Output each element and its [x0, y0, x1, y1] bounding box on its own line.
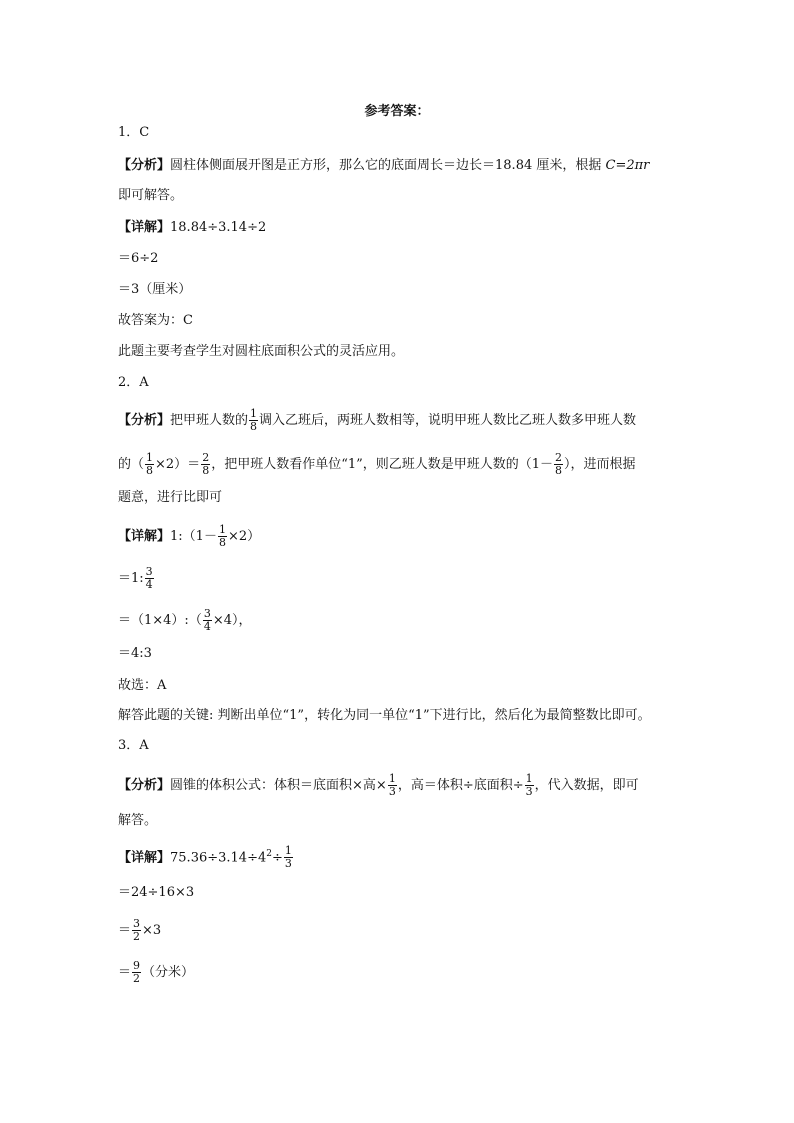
numerator: 2	[555, 451, 563, 464]
text: 调入乙班后，两班人数相等，说明甲班人数比乙班人数多甲班人数	[259, 413, 637, 428]
fraction-1-3	[284, 845, 293, 870]
q1-number: 1．C	[118, 125, 150, 140]
q2-detail-l1	[118, 524, 260, 549]
denominator: 8	[555, 464, 563, 477]
q1-detail-l2: ＝6÷2	[118, 251, 159, 266]
text: ），进而根据	[564, 457, 636, 472]
text: ×2）	[227, 529, 261, 544]
text: ＝	[118, 923, 132, 938]
numerator: 1	[525, 772, 533, 785]
denominator: 3	[525, 785, 533, 798]
denominator: 8	[202, 464, 210, 477]
numerator: 2	[202, 451, 210, 464]
text: ，高＝体积÷底面积÷	[397, 778, 524, 793]
q3-detail-l2: ＝24÷16×3	[118, 885, 195, 900]
q3-number: 3．A	[118, 738, 149, 753]
fraction-3-4	[145, 566, 154, 591]
denominator: 8	[146, 464, 154, 477]
q2-summary: 解答此题的关键: 判断出单位“1”，转化为同一单位“1”下进行比，然后化为最简整数比即可。	[118, 708, 651, 723]
fraction-1-3	[525, 773, 534, 798]
fraction-3-4	[203, 608, 212, 633]
q2-detail-l4: ＝4:3	[118, 646, 152, 661]
denominator: 2	[133, 930, 141, 943]
analysis-tag: 【分析】	[118, 778, 171, 793]
text: 的（	[118, 457, 145, 472]
q2-number: 2．A	[118, 375, 149, 390]
fraction-2-8	[201, 452, 210, 477]
denominator: 4	[145, 578, 153, 591]
denominator: 3	[388, 785, 396, 798]
numerator: 3	[133, 917, 141, 930]
text: 圆锥的体积公式：体积＝底面积×高×	[170, 778, 387, 793]
q2-detail-l3	[118, 608, 252, 633]
analysis-tag: 【分析】	[118, 413, 171, 428]
formula-rest: =2πr	[615, 158, 650, 173]
q2-detail-l2	[118, 566, 155, 591]
q1-answer: 故答案为：C	[118, 313, 193, 328]
q1-analysis-cont: 即可解答。	[118, 188, 184, 203]
fraction-1-8	[218, 524, 227, 549]
q2-analysis-l1	[118, 408, 636, 433]
text: ÷	[271, 850, 283, 866]
q2-answer: 故选：A	[118, 678, 167, 693]
detail-tag: 【详解】	[118, 220, 171, 235]
numerator: 9	[133, 959, 141, 972]
q3-detail-l4	[118, 960, 194, 985]
q1-summary: 此题主要考查学生对圆柱底面积公式的灵活应用。	[118, 344, 405, 359]
text: ，代入数据，即可	[534, 778, 639, 793]
q1-detail	[118, 219, 266, 237]
numerator: 3	[203, 607, 211, 620]
fraction-9-2	[132, 960, 141, 985]
formula-c: C	[605, 158, 616, 173]
text: 1:（1－	[170, 529, 217, 544]
q1-analysis	[118, 157, 649, 175]
numerator: 1	[388, 772, 396, 785]
q1-detail-l3: ＝3（厘米）	[118, 282, 192, 297]
denominator: 2	[133, 972, 141, 985]
text: ＝（1×4）:（	[118, 613, 202, 628]
q3-analysis-l2: 解答。	[118, 813, 158, 828]
fraction-2-8	[554, 452, 563, 477]
q3-detail-l1	[118, 845, 294, 870]
denominator: 3	[284, 857, 292, 871]
text: ＝	[118, 965, 132, 980]
denominator: 4	[203, 620, 211, 633]
q1-analysis-text: 圆柱体侧面展开图是正方形，那么它的底面周长＝边长＝18.84 厘米，根据	[170, 158, 602, 173]
text: （分米）	[142, 965, 195, 980]
denominator: 8	[218, 536, 226, 549]
text: ×2）＝	[155, 457, 201, 472]
text: ，把甲班人数看作单位“1”，则乙班人数是甲班人数的（1－	[211, 457, 554, 472]
numerator: 3	[145, 565, 153, 578]
fraction-1-8	[249, 408, 258, 433]
numerator: 1	[284, 844, 292, 858]
text: 把甲班人数的	[170, 413, 249, 428]
denominator: 8	[250, 420, 258, 433]
detail-tag: 【详解】	[118, 529, 171, 544]
q3-analysis-l1	[118, 773, 639, 798]
analysis-tag: 【分析】	[118, 158, 171, 173]
q2-analysis-l3: 题意，进行比即可	[118, 490, 223, 505]
numerator: 1	[146, 451, 154, 464]
text: 75.36÷3.14÷4	[170, 850, 267, 866]
numerator: 1	[218, 523, 226, 536]
text: ×3	[142, 923, 162, 938]
fraction-1-8	[145, 452, 154, 477]
superscript: 2	[266, 849, 272, 859]
text: ＝1:	[118, 571, 144, 586]
q1-detail-l1: 18.84÷3.14÷2	[170, 220, 267, 235]
text: ×4），	[212, 613, 252, 628]
q2-analysis-l2	[118, 452, 636, 477]
page-title: 参考答案：	[364, 104, 430, 119]
numerator: 1	[250, 407, 258, 420]
q3-detail-l3	[118, 918, 161, 943]
fraction-3-2	[132, 918, 141, 943]
detail-tag: 【详解】	[118, 850, 171, 866]
fraction-1-3	[388, 773, 397, 798]
